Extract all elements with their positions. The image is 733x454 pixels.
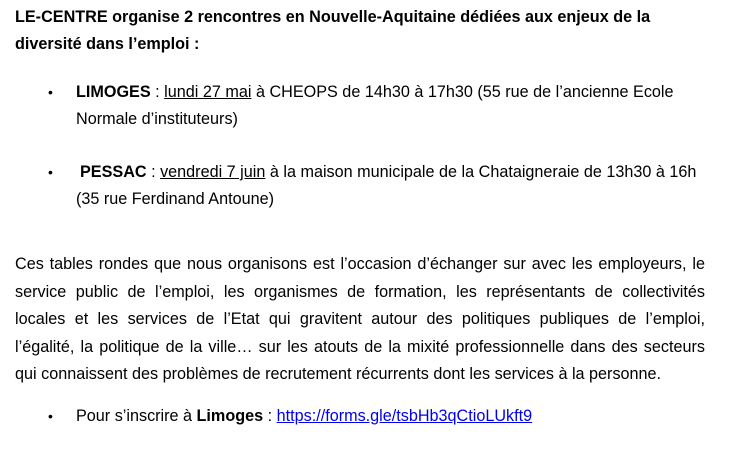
signup-item xyxy=(15,403,705,430)
event-details: à la maison municipale de la Chataigneraie de 13h30 à 16h (35 rue Ferdinand Antoune) xyxy=(76,163,697,208)
signup-list xyxy=(15,403,705,430)
event-separator: : xyxy=(146,163,161,181)
events-list xyxy=(15,79,705,213)
event-date: lundi 27 mai xyxy=(164,83,252,101)
event-details: à CHEOPS de 14h30 à 17h30 (55 rue de l’ancienne Ecole Normale d’instituteurs) xyxy=(76,83,674,128)
bullet-icon: • xyxy=(48,407,53,424)
signup-prefix: Pour s’inscrire à xyxy=(76,406,197,425)
signup-city: Limoges xyxy=(196,406,264,425)
event-date: vendredi 7 juin xyxy=(160,163,266,181)
description-paragraph: Ces tables rondes que nous organisons est l’occasion d’échanger sur avec les employeurs, le service public de l’emploi, les organismes de formation, les représentants de collectivités locales et les services de l’Etat qui gravitent autour des politiques publiques de l’emploi, l’égalité, la politique de la ville… sur les atouts de la mixité professionnelle dans des secteurs qui connaissent des problèmes de recrutement récurrents dont les services à la personne. xyxy=(15,255,705,383)
document-body xyxy=(15,0,705,430)
signup-link[interactable]: https://forms.gle/tsbHb3qCtioLUkft9 xyxy=(276,406,533,425)
event-city: PESSAC xyxy=(80,163,147,181)
event-city: LIMOGES xyxy=(76,83,151,101)
announcement-title: LE-CENTRE organise 2 rencontres en Nouvelle-Aquitaine dédiées aux enjeux de la diversité dans l’emploi : xyxy=(15,8,651,53)
bullet-icon: • xyxy=(48,84,53,100)
event-item-limoges xyxy=(15,79,705,133)
signup-separator: : xyxy=(263,406,277,425)
event-item-pessac xyxy=(15,159,705,213)
bullet-icon: • xyxy=(48,164,53,180)
event-separator: : xyxy=(150,83,165,101)
